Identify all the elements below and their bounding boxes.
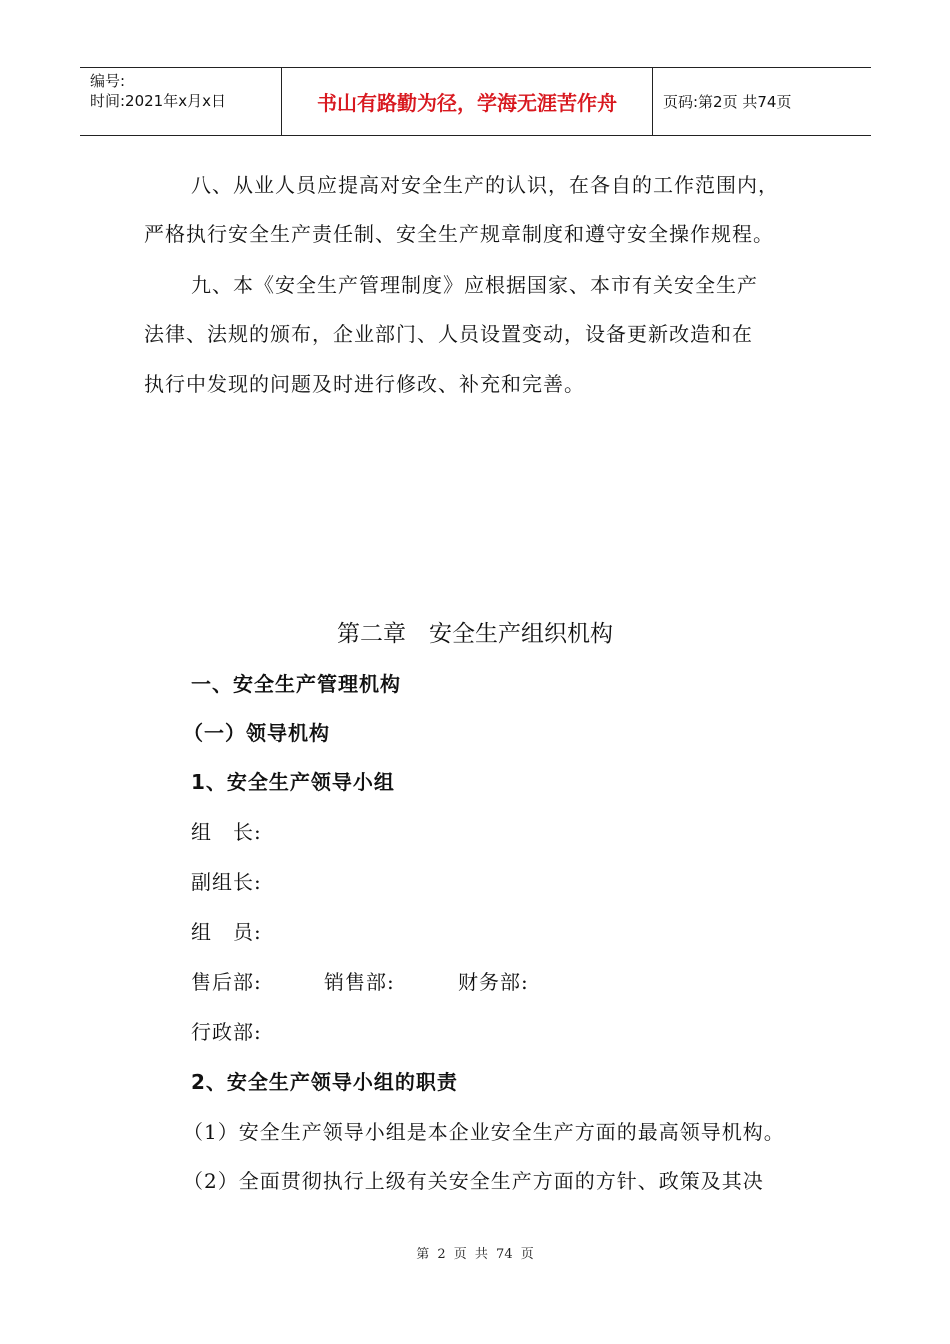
subsection-heading: （一）领导机构 [183, 721, 330, 745]
chapter-title: 第二章 安全生产组织机构 [337, 621, 613, 647]
header-page-info: 页码:第2页 共74页 [663, 93, 792, 111]
dept-admin: 行政部: [191, 1020, 262, 1044]
leader-field: 组 长: [191, 820, 262, 844]
paragraph-8-line-1: 八、从业人员应提高对安全生产的认识，在各自的工作范围内， [191, 173, 779, 197]
paragraph-9-line-2: 法律、法规的颁布，企业部门、人员设置变动，设备更新改造和在 [144, 322, 753, 346]
members-field: 组 员: [191, 920, 262, 944]
duty-2: （2）全面贯彻执行上级有关安全生产方面的方针、政策及其决 [183, 1169, 764, 1193]
section-heading: 一、安全生产管理机构 [191, 672, 401, 696]
header-meta-cell [80, 68, 282, 135]
header-table [80, 67, 871, 136]
paragraph-9-line-1: 九、本《安全生产管理制度》应根据国家、本市有关安全生产 [191, 273, 758, 297]
dept-sales: 销售部: [324, 970, 395, 994]
header-motto: 书山有路勤为径，学海无涯苦作舟 [282, 68, 653, 135]
page-footer: 第 2 页 共 74 页 [416, 1247, 534, 1262]
dept-aftersales: 售后部: [191, 970, 262, 994]
paragraph-9-line-3: 执行中发现的问题及时进行修改、补充和完善。 [144, 372, 585, 396]
dept-finance: 财务部: [458, 970, 529, 994]
paragraph-8-line-2: 严格执行安全生产责任制、安全生产规章制度和遵守安全操作规程。 [144, 222, 774, 246]
deputy-field: 副组长: [191, 870, 262, 894]
number-label: 编号: [90, 72, 126, 90]
item-2-heading: 2、安全生产领导小组的职责 [191, 1070, 458, 1094]
date-label: 时间:2021年x月x日 [90, 92, 226, 110]
item-1-heading: 1、安全生产领导小组 [191, 770, 395, 794]
duty-1: （1）安全生产领导小组是本企业安全生产方面的最高领导机构。 [183, 1120, 785, 1144]
